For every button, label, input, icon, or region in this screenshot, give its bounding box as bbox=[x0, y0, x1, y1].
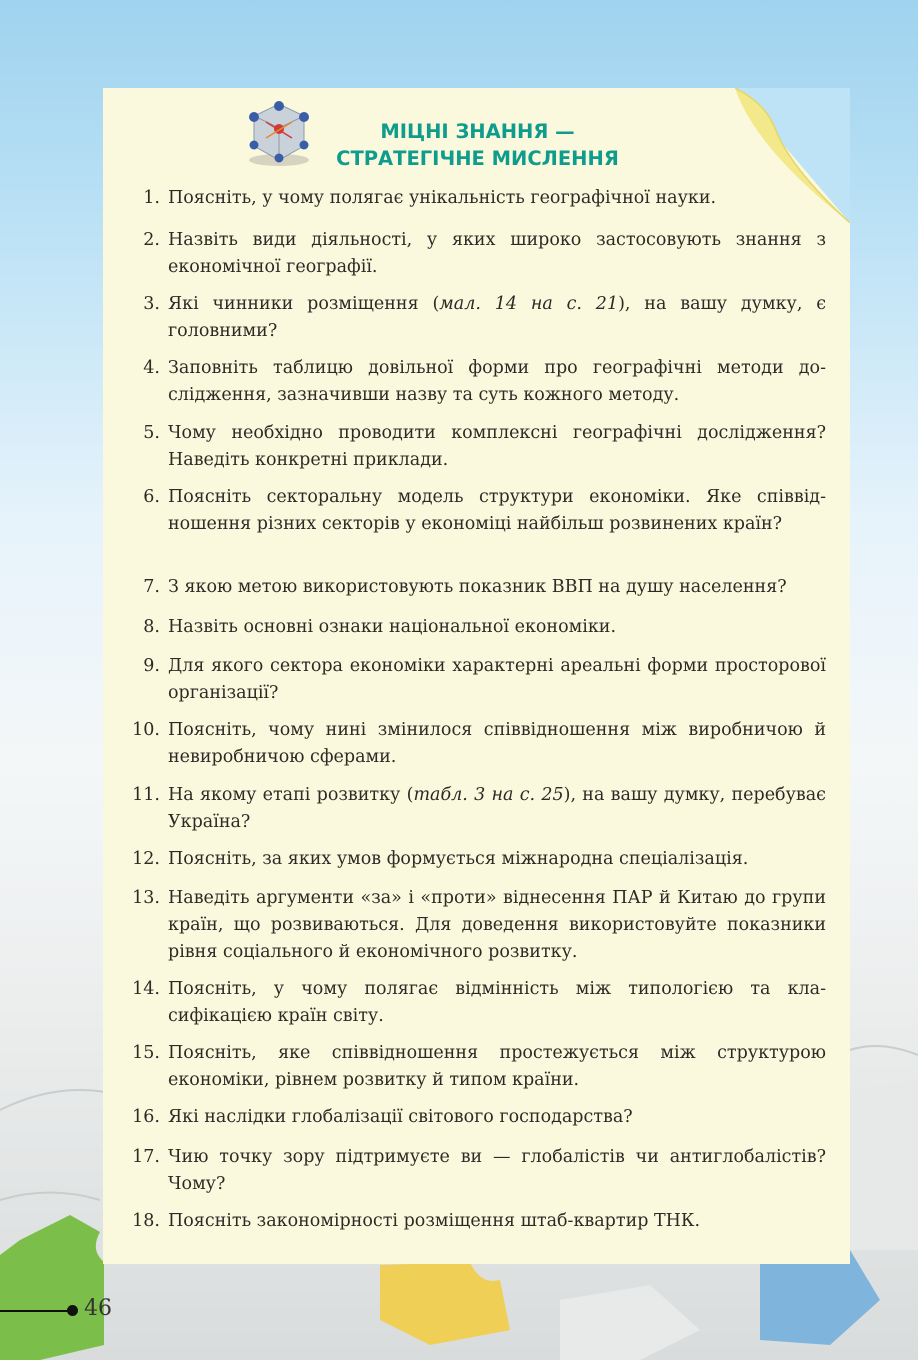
question-text: Чию точку зору підтримуєте ви — глобалістів чи антиглобалістів? Чому? bbox=[168, 1147, 826, 1194]
question-item bbox=[120, 976, 826, 1030]
question-item bbox=[120, 782, 826, 836]
question-text: Заповніть таблицю довільної форми про географічні методи дослідження, зазначивши назву та суть кожного методу. bbox=[168, 358, 826, 405]
question-text: Поясніть закономірності розміщення штаб-квартир ТНК. bbox=[168, 1211, 701, 1231]
question-text: Назвіть види діяльності, у яких широко застосовують знання з економічної географії. bbox=[168, 230, 826, 277]
question-number: 13. bbox=[132, 888, 160, 908]
question-item bbox=[120, 1208, 826, 1235]
question-text: Поясніть, у чому полягає унікальність географічної науки. bbox=[168, 188, 717, 208]
question-item bbox=[120, 1104, 826, 1131]
question-text: Поясніть секторальну модель структури економіки. Яке співвідношення різних секторів у економіці найбільш розвинених країн? bbox=[168, 487, 826, 534]
question-text: Поясніть, чому нині змінилося співвідношення між виробничою й невиробничою сферами. bbox=[168, 720, 826, 767]
question-number: 1. bbox=[143, 188, 160, 208]
question-number: 5. bbox=[143, 423, 160, 443]
question-number: 16. bbox=[132, 1107, 160, 1127]
question-item bbox=[120, 227, 826, 281]
question-item bbox=[120, 717, 826, 771]
question-item bbox=[120, 185, 826, 212]
question-item bbox=[120, 614, 826, 641]
question-text: Для якого сектора економіки характерні ареальні форми просторової організації? bbox=[168, 656, 826, 703]
question-text: Назвіть основні ознаки національної економіки. bbox=[168, 617, 617, 637]
question-text: Поясніть, за яких умов формується міжнародна спеціалізація. bbox=[168, 849, 749, 869]
question-text: Чому необхідно проводити комплексні географічні дослідження? Наведіть конкретні приклади. bbox=[168, 423, 826, 470]
page-number-rule bbox=[0, 1310, 74, 1312]
question-number: 3. bbox=[143, 294, 160, 314]
question-number: 11. bbox=[132, 785, 160, 805]
section-title bbox=[300, 118, 655, 172]
question-item bbox=[120, 420, 826, 474]
question-number: 12. bbox=[132, 849, 160, 869]
section-title-line2: СТРАТЕГІЧНЕ МИСЛЕННЯ bbox=[336, 147, 619, 170]
question-text: Поясніть, яке співвідношення простежується між структурою економіки, рівнем розвитку й типом країни. bbox=[168, 1043, 826, 1090]
question-number: 18. bbox=[132, 1211, 160, 1231]
question-number: 2. bbox=[143, 230, 160, 250]
question-number: 4. bbox=[143, 358, 160, 378]
question-text: З якою метою використовують показник ВВП на душу населення? bbox=[168, 577, 787, 597]
question-item bbox=[120, 291, 826, 345]
question-number: 9. bbox=[143, 656, 160, 676]
section-title-line1: МІЦНІ ЗНАННЯ — bbox=[380, 120, 575, 143]
page-number: 46 bbox=[84, 1296, 112, 1321]
question-text: Які наслідки глобалізації світового господарства? bbox=[168, 1107, 633, 1127]
question-number: 15. bbox=[132, 1043, 160, 1063]
question-number: 6. bbox=[143, 487, 160, 507]
page-number-dot bbox=[67, 1305, 78, 1316]
question-item bbox=[120, 355, 826, 409]
question-item bbox=[120, 885, 826, 966]
question-number: 17. bbox=[132, 1147, 160, 1167]
question-item bbox=[120, 1144, 826, 1198]
question-text: Наведіть аргументи «за» і «проти» віднесення ПАР й Китаю до групи країн, що розвиваються. Для доведення використовуйте показники рівня соціального й економічного розвитку. bbox=[168, 888, 826, 962]
question-number: 8. bbox=[143, 617, 160, 637]
question-number: 7. bbox=[143, 577, 160, 597]
question-text: Які чинники розміщення (мал. 14 на с. 21), на вашу думку, є головними? bbox=[168, 294, 827, 341]
question-item bbox=[120, 1040, 826, 1094]
question-number: 14. bbox=[132, 979, 160, 999]
question-item bbox=[120, 484, 826, 538]
question-text: На якому етапі розвитку (табл. 3 на с. 25), на вашу думку, перебуває Україна? bbox=[168, 785, 826, 832]
question-number: 10. bbox=[132, 720, 160, 740]
question-item bbox=[120, 846, 826, 873]
question-item bbox=[120, 653, 826, 707]
question-text: Поясніть, у чому полягає відмінність між типологією та класифікацією країн світу. bbox=[168, 979, 826, 1026]
question-item bbox=[120, 574, 826, 601]
